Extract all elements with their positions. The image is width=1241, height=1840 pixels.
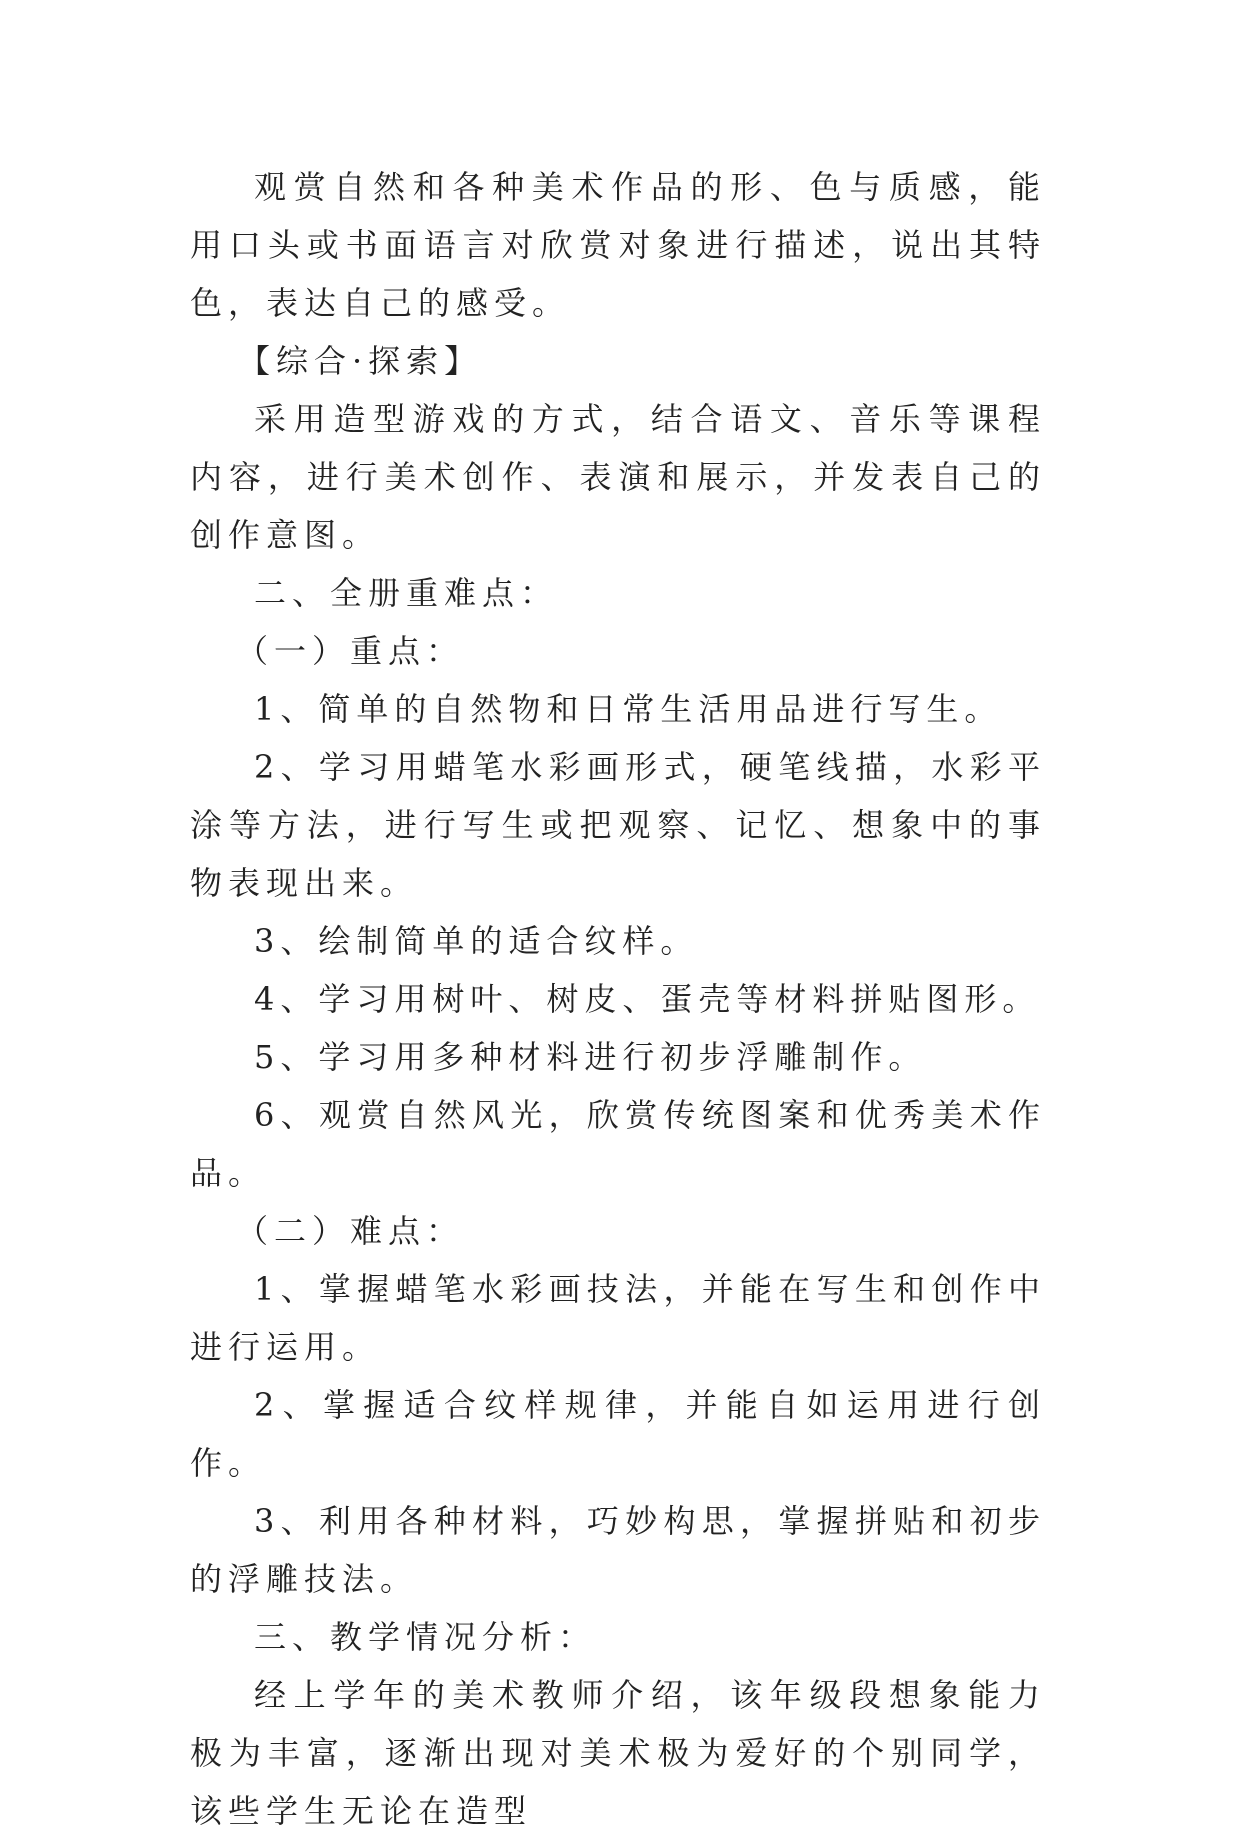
heading-synthesis-exploration: 【综合·探索】: [238, 342, 483, 380]
list-item-key-5: 5、学习用多种材料进行初步浮雕制作。: [254, 1038, 927, 1076]
list-item-difficult-1: 1、掌握蜡笔水彩画技法，并能在写生和创作中进行运用。: [190, 1270, 1046, 1366]
list-item-key-3: 3、绘制简单的适合纹样。: [254, 922, 699, 960]
sub-heading-key-points: （一）重点：: [236, 632, 465, 670]
list-item-difficult-2: 2、掌握适合纹样规律，并能自如运用进行创作。: [190, 1386, 1046, 1482]
list-item-difficult-3: 3、利用各种材料，巧妙构思，掌握拼贴和初步的浮雕技法。: [190, 1502, 1046, 1598]
section-heading-teaching-analysis: 三、教学情况分析：: [254, 1618, 597, 1656]
section-heading-key-difficult-points: 二、全册重难点：: [254, 574, 559, 612]
list-item-key-1: 1、简单的自然物和日常生活用品进行写生。: [254, 690, 1003, 728]
document-body: [190, 158, 1046, 1840]
list-item-key-6: 6、观赏自然风光，欣赏传统图案和优秀美术作品。: [190, 1096, 1046, 1192]
paragraph-appreciation: 观赏自然和各种美术作品的形、色与质感，能用口头或书面语言对欣赏对象进行描述，说出其特色，表达自己的感受。: [190, 168, 1046, 322]
list-item-key-2: 2、学习用蜡笔水彩画形式，硬笔线描，水彩平涂等方法，进行写生或把观察、记忆、想象中的事物表现出来。: [190, 748, 1046, 902]
list-item-key-4: 4、学习用树叶、树皮、蛋壳等材料拼贴图形。: [254, 980, 1041, 1018]
paragraph-teaching-analysis: 经上学年的美术教师介绍，该年级段想象能力极为丰富，逐渐出现对美术极为爱好的个别同学，该些学生无论在造型: [190, 1676, 1046, 1830]
sub-heading-difficult-points: （二）难点：: [236, 1212, 465, 1250]
paragraph-synthesis: 采用造型游戏的方式，结合语文、音乐等课程内容，进行美术创作、表演和展示，并发表自己的创作意图。: [190, 400, 1046, 554]
